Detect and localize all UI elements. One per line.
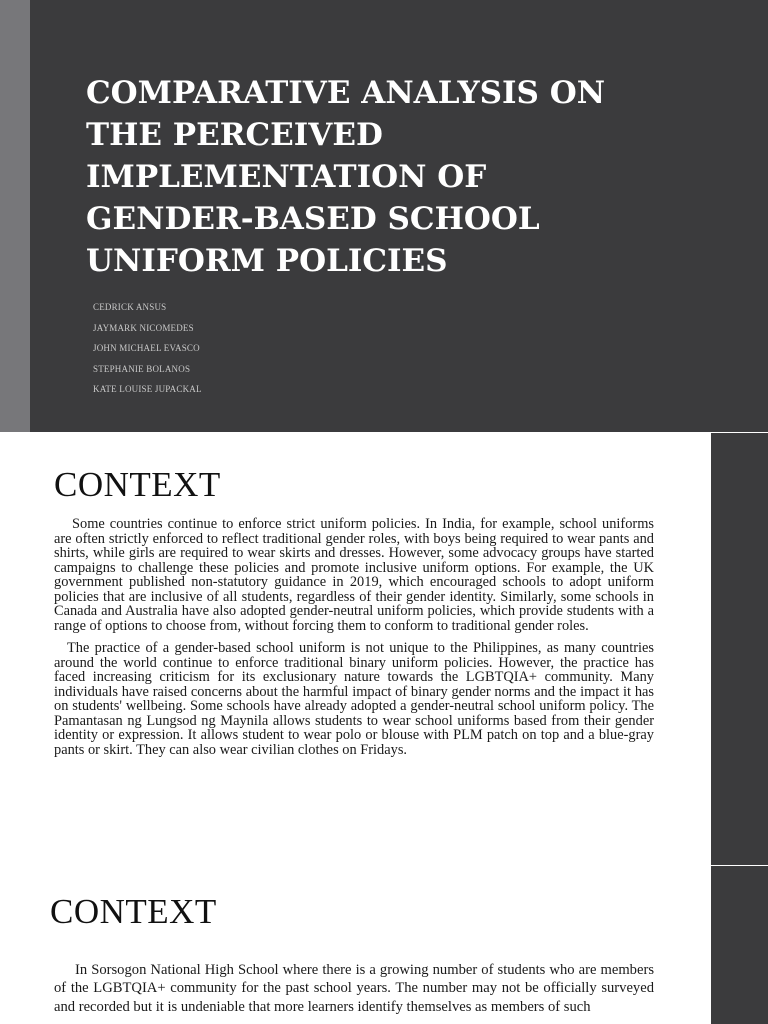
accent-bar	[0, 0, 30, 432]
title-line: COMPARATIVE ANALYSIS ON	[86, 75, 606, 111]
body-paragraph: Some countries continue to enforce strict uniform policies. In India, for example, school uniforms are often strictly enforced to reflect traditional gender roles, with boys being required to wear pants and shirts, while girls are required to wear skirts and dresses. However, some advocacy groups have started campaigns to challenge these policies and promote inclusive uniform options. For example, the UK government published non-statutory guidance in 2019, which encouraged schools to adopt uniform policies that are inclusive of all students, regardless of their gender identity. Similarly, some schools in Canada and Australia have also adopted gender-neutral uniform policies, which provide students with a range of options to choose from, without forcing them to conform to traditional gender roles.	[54, 516, 654, 634]
title-line: UNIFORM POLICIES	[86, 243, 448, 279]
slide-body	[54, 517, 654, 757]
side-bar	[711, 866, 768, 1024]
slide-heading: CONTEXT	[54, 465, 221, 504]
author-name: STEPHANIE BOLANOS	[93, 363, 191, 374]
slide-heading: CONTEXT	[50, 892, 217, 931]
slide-body	[54, 961, 654, 1016]
author-name: KATE LOUISE JUPACKAL	[93, 384, 202, 395]
context-slide-continued	[0, 866, 768, 1024]
context-slide	[0, 433, 768, 865]
body-paragraph: The practice of a gender-based school uniform is not unique to the Philippines, as many countries around the world continue to enforce traditional binary uniform policies. However, the practice has faced increasing criticism for its exclusionary nature towards the LGBTQIA+ community. Many individuals have raised concerns about the harmful impact of binary gender norms and the impact it has on students' wellbeing. Some schools have already adopted a gender-neutral school uniform policy. The Pamantasan ng Lungsod ng Maynila allows students to wear school uniforms based from their gender identity or expression. It allows student to wear polo or blouse with PLM patch on top and a blue-gray pants or skirt. They can also wear civilian clothes on Fridays.	[54, 640, 654, 758]
title-slide	[0, 0, 768, 432]
body-paragraph: In Sorsogon National High School where there is a growing number of students who are members of the LGBTQIA+ community for the past school years. The number may not be officially surveyed and recorded but it is undeniable that more learners identify themselves as members of such	[54, 962, 654, 1015]
author-name: JAYMARK NICOMEDES	[93, 322, 194, 333]
title-line: THE PERCEIVED	[86, 117, 383, 153]
side-bar	[711, 433, 768, 865]
author-name: CEDRICK ANSUS	[93, 302, 167, 312]
author-name: JOHN MICHAEL EVASCO	[93, 343, 200, 354]
presentation-title	[86, 72, 686, 282]
title-line: GENDER-BASED SCHOOL	[86, 201, 540, 237]
author-list	[93, 302, 202, 405]
title-line: IMPLEMENTATION OF	[86, 159, 487, 195]
